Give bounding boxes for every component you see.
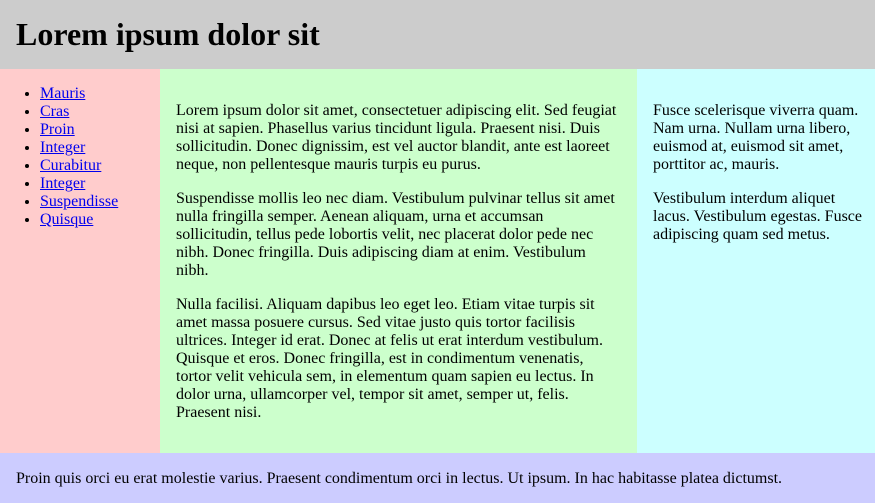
nav-link-cras[interactable]: Cras: [40, 103, 70, 120]
main-paragraph-1: Lorem ipsum dolor sit amet, consectetuer adipiscing elit. Sed feugiat nisi at sapien. Phasellus varius tincidunt ligula. Praesent nisi. Duis sollicitudin. Donec dignissim, est vel auctor blandit, ante est laoreet neque, non pellentesque mauris turpis eu purus.: [176, 102, 617, 173]
nav-link-curabitur[interactable]: Curabitur: [40, 157, 102, 174]
aside-text: [653, 102, 863, 260]
nav-list-item: [40, 85, 118, 103]
main-text: [176, 102, 622, 438]
main-paragraph-3: Nulla facilisi. Aliquam dapibus leo eget leo. Etiam vitae turpis sit amet massa posuere cursus. Sed vitae justo quis tortor facilisis ultrices. Integer id erat. Donec at felis ut erat interdum vestibulum. Quisque et eros. Donec fringilla, est in condimentum venenatis, tortor velit vehicula sem, in elementum quam sapien eu lectus. In dolor urna, ullamcorper vel, tempor sit amet, semper ut, felis. Praesent nisi.: [176, 296, 603, 421]
page-header: [0, 0, 875, 69]
page-title: Lorem ipsum dolor sit: [16, 16, 320, 52]
nav-link-integer-2[interactable]: Integer: [40, 175, 86, 192]
main-content: [160, 69, 637, 453]
nav-list-item: [40, 121, 118, 139]
nav-list: [40, 85, 118, 229]
footer-text: Proin quis orci eu erat molestie varius. Praesent condimentum orci in lectus. Ut ipsum. In hac habitasse platea dictumst.: [16, 470, 783, 487]
nav-list-item: [40, 211, 118, 229]
aside-paragraph-2: Vestibulum interdum aliquet lacus. Vestibulum egestas. Fusce adipiscing quam sed metus.: [653, 190, 863, 243]
page-footer: [0, 453, 875, 503]
nav-list-item: [40, 157, 118, 175]
nav-link-proin[interactable]: Proin: [40, 121, 75, 138]
nav-list-item: [40, 175, 118, 193]
nav-link-quisque[interactable]: Quisque: [40, 211, 94, 228]
nav-list-item: [40, 139, 118, 157]
sidebar-nav: [0, 69, 160, 453]
aside-paragraph-1: Fusce scelerisque viverra quam. Nam urna. Nullam urna libero, euismod at, euismod sit amet, porttitor ac, mauris.: [653, 102, 859, 173]
nav-link-suspendisse[interactable]: Suspendisse: [40, 193, 119, 210]
nav-link-integer[interactable]: Integer: [40, 139, 86, 156]
nav-list-item: [40, 193, 118, 211]
nav-link-mauris[interactable]: Mauris: [40, 85, 86, 102]
main-paragraph-2: Suspendisse mollis leo nec diam. Vestibulum pulvinar tellus sit amet nulla fringilla semper. Aenean aliquam, urna et accumsan sollicitudin, tellus pede lobortis velit, nec placerat dolor pede nec nibh. Donec fringilla. Duis adipiscing diam at enim. Vestibulum nibh.: [176, 190, 615, 279]
nav-list-item: [40, 103, 118, 121]
right-sidebar: [637, 69, 875, 453]
